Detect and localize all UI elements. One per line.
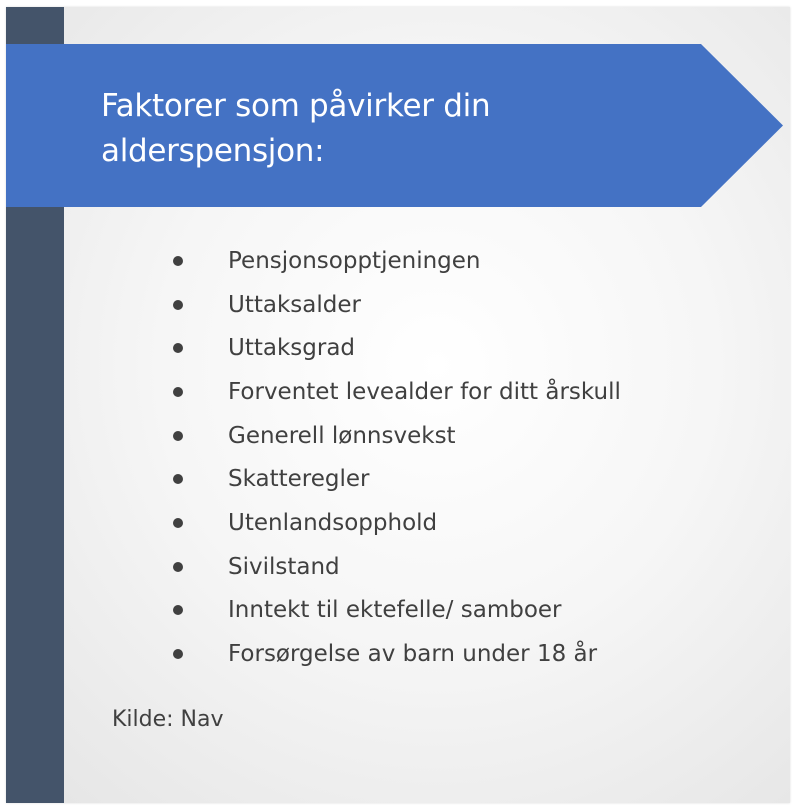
list-item-label: Forventet levealder for ditt årskull <box>228 378 621 405</box>
bullet-icon <box>173 474 183 484</box>
list-item-label: Uttaksalder <box>228 291 361 318</box>
list-item-label: Pensjonsopptjeningen <box>228 247 481 274</box>
list-item <box>166 501 621 545</box>
bullet-icon <box>173 431 183 441</box>
list-item <box>166 326 621 370</box>
bullet-icon <box>173 649 183 659</box>
title-banner <box>6 44 783 207</box>
slide <box>6 7 790 803</box>
bullet-icon <box>173 343 183 353</box>
list-item <box>166 283 621 327</box>
list-item-label: Forsørgelse av barn under 18 år <box>228 641 598 668</box>
list-item-label: Sivilstand <box>228 553 340 580</box>
list-item-label: Inntekt til ektefelle/ samboer <box>228 597 562 624</box>
list-item-label: Generell lønnsvekst <box>228 422 456 449</box>
bullet-icon <box>173 387 183 397</box>
list-item <box>166 545 621 589</box>
list-item <box>166 632 621 676</box>
list-item <box>166 589 621 633</box>
list-item <box>166 457 621 501</box>
list-item-label: Utenlandsopphold <box>228 509 438 536</box>
bullet-icon <box>173 518 183 528</box>
list-item-label: Skatteregler <box>228 466 370 493</box>
factor-list <box>166 239 621 676</box>
bullet-icon <box>173 562 183 572</box>
source-citation: Kilde: Nav <box>112 707 224 732</box>
bullet-icon <box>173 605 183 615</box>
list-item-label: Uttaksgrad <box>228 335 356 362</box>
list-item <box>166 370 621 414</box>
slide-title: Faktorer som påvirker din alderspensjon: <box>101 88 491 169</box>
list-item <box>166 414 621 458</box>
list-item <box>166 239 621 283</box>
bullet-icon <box>173 300 183 310</box>
bullet-icon <box>173 256 183 266</box>
